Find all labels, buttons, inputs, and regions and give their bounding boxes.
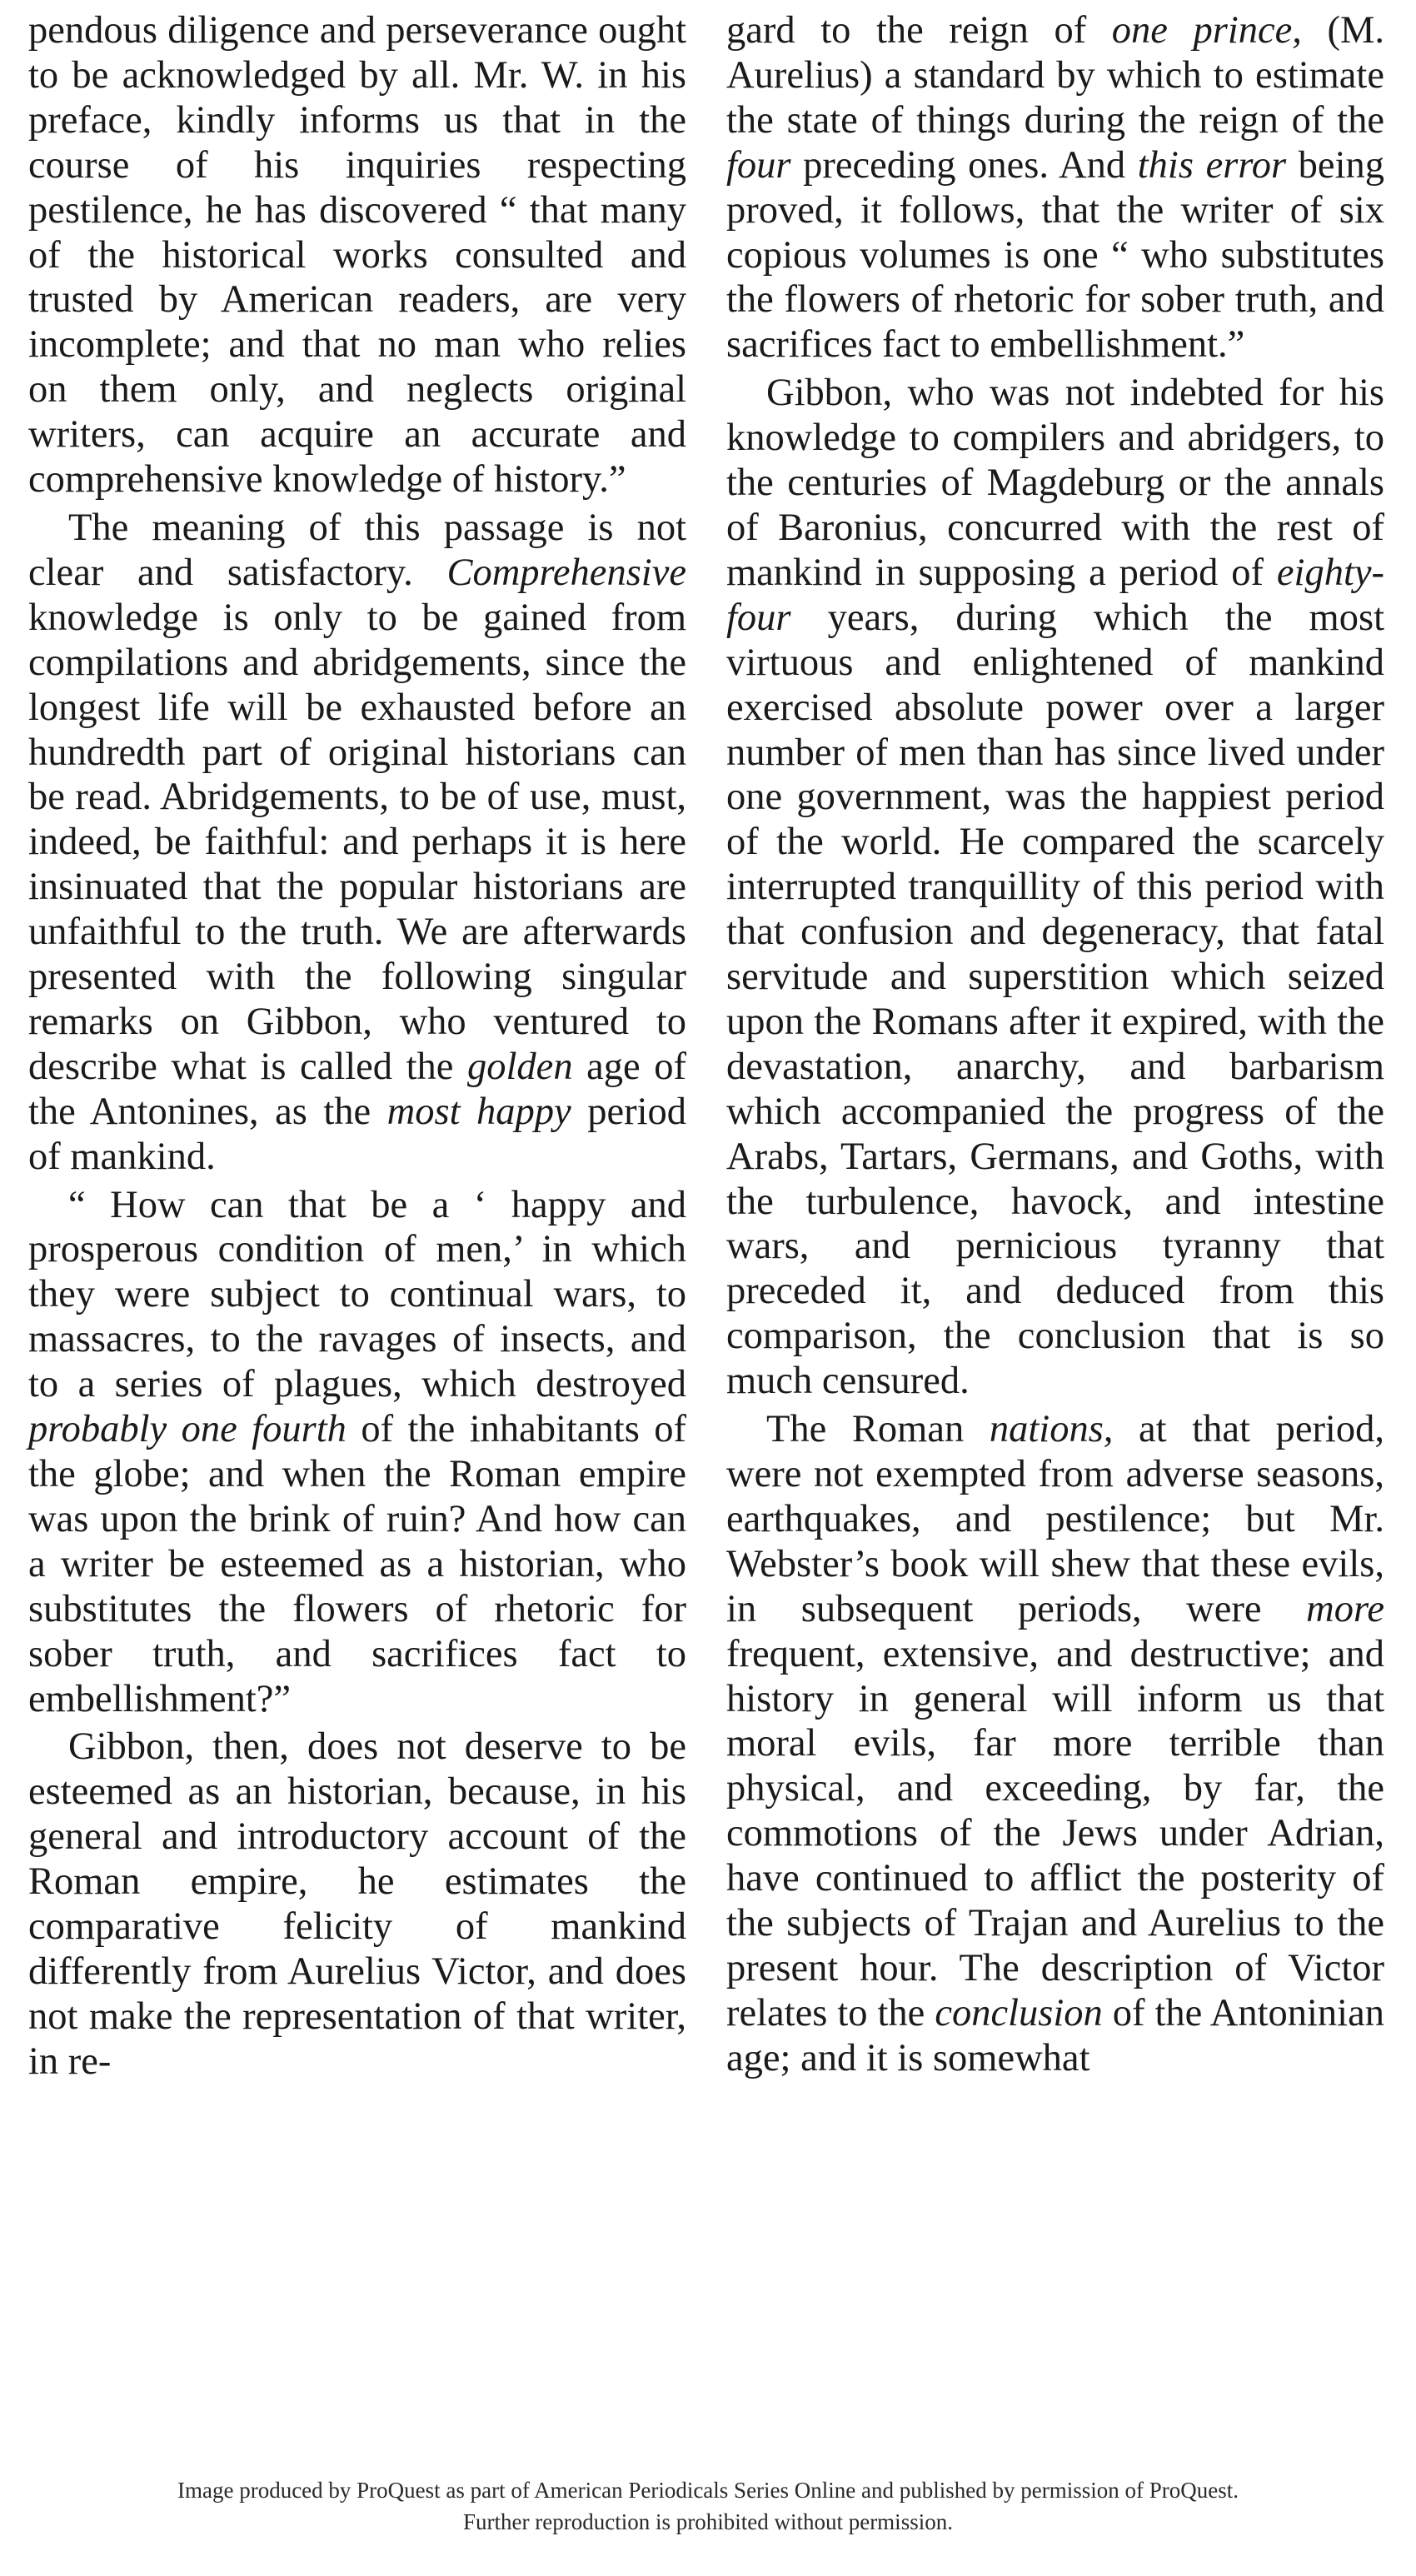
italic-text: most happy xyxy=(386,1090,571,1133)
paragraph xyxy=(726,1407,1384,2081)
italic-text: Comprehensive xyxy=(446,551,686,594)
text-run: gard to the reign of xyxy=(726,9,1112,52)
paragraph xyxy=(28,1725,686,2084)
text-run: (M. Aurelius) a standard by which to estimate the state of things during the reign of the xyxy=(726,9,1384,142)
text-run: “ How can that be a ‘ happy and prosperous condition of men,’ in which they were subject to continual wars, to massacres, to the ravages of insects, and to a series of plagues, which destroyed xyxy=(28,1183,686,1406)
text-run: of the inhabitants of the globe; and when the Roman empire was upon the brink of ruin? And how can a writer be esteemed as a historian, who substitutes the flowers of rhetoric for sober truth, and sacrifices fact to embellishment?” xyxy=(28,1408,686,1720)
paragraph xyxy=(28,8,686,502)
italic-text: nations, xyxy=(989,1408,1114,1451)
italic-text: one prince, xyxy=(1111,9,1302,52)
right-column xyxy=(726,8,1384,2081)
italic-text: eighty-four xyxy=(726,551,1384,639)
italic-text: four xyxy=(726,143,791,187)
paragraph xyxy=(28,1183,686,1722)
text-run: The meaning of this passage is not clear and satisfactory. xyxy=(28,506,686,594)
footer-notice xyxy=(0,2474,1416,2538)
italic-text: this error xyxy=(1137,143,1287,187)
paragraph xyxy=(726,8,1384,367)
italic-text: golden xyxy=(467,1045,573,1088)
text-run: years, during which the most virtuous and enlightened of mankind exercised absolute power over a larger number of men than has since lived under one government, was the happiest period of the world. He compared the scarcely interrupted tranquillity of this period with that confusion and degeneracy, that fatal servitude and superstition which seized upon the Romans after it expired, with the devastation, anarchy, and barbarism which accompanied the progress of the Arabs, Tartars, Germans, and Goths, with the turbulence, havock, and intestine wars, and pernicious tyranny that preceded it, and deduced from this comparison, the conclusion that is so much censured. xyxy=(726,596,1384,1403)
text-run: The Roman xyxy=(766,1408,990,1451)
paragraph xyxy=(726,371,1384,1404)
left-column xyxy=(28,8,686,2084)
text-run: knowledge is only to be gained from compilations and abridgements, since the longest life will be exhausted before an hundredth part of original historians can be read. Abridgements, to be of use, must, indeed, be faithful: and perhaps it is here insinuated that the popular historians are unfaithful to the truth. We are afterwards presented with the following singular remarks on Gibbon, who ventured to describe what is called the xyxy=(28,596,686,1088)
italic-text: more xyxy=(1306,1587,1384,1630)
italic-text: conclusion xyxy=(935,1991,1103,2034)
text-run: Gibbon, then, does not deserve to be esteemed as an historian, because, in his general and introductory account of the Roman empire, he estimates the comparative felicity of mankind differently from Aurelius Victor, and does not make the representation of that writer, in re- xyxy=(28,1725,686,2083)
text-run: Gibbon, who was not indebted for his knowledge to compilers and abridgers, to the centuries of Magdeburg or the annals of Baronius, concurred with the rest of mankind in supposing a period of xyxy=(726,372,1384,594)
text-run: frequent, extensive, and destructive; and history in general will inform us that moral evils, far more terrible than physical, and exceeding, by far, the commotions of the Jews under Adrian, have continued to afflict the posterity of the subjects of Trajan and Aurelius to the present hour. The description of Victor relates to the xyxy=(726,1632,1384,2034)
footer-line-1: Image produced by ProQuest as part of American Periodicals Series Online and published by permission of ProQuest. xyxy=(177,2478,1239,2503)
text-run: pendous diligence and perseverance ought to be acknowledged by all. Mr. W. in his preface, kindly informs us that in the course of his inquiries respecting pestilence, he has discovered “ that many of the historical works consulted and trusted by American readers, are very incomplete; and that no man who relies on them only, and neglects original writers, can acquire an accurate and comprehensive knowledge of history.” xyxy=(28,9,686,502)
text-run: preceding ones. And xyxy=(790,143,1138,187)
text-run: being proved, it follows, that the writer of six copious volumes is one “ who substitutes the flowers of rhetoric for sober truth, and sacrifices fact to embellishment.” xyxy=(726,143,1384,367)
text-run: at that period, were not exempted from adverse seasons, earthquakes, and pestilence; but Mr. Webster’s book will shew that these evils, in subsequent periods, were xyxy=(726,1408,1384,1630)
text-run: age of the Antonines, as the xyxy=(28,1045,686,1133)
footer-line-2: Further reproduction is prohibited without permission. xyxy=(463,2509,953,2534)
text-run: period of mankind. xyxy=(28,1090,686,1178)
paragraph xyxy=(28,506,686,1180)
text-run: of the Antoninian age; and it is somewhat xyxy=(726,1991,1384,2079)
italic-text: probably one fourth xyxy=(28,1408,347,1451)
